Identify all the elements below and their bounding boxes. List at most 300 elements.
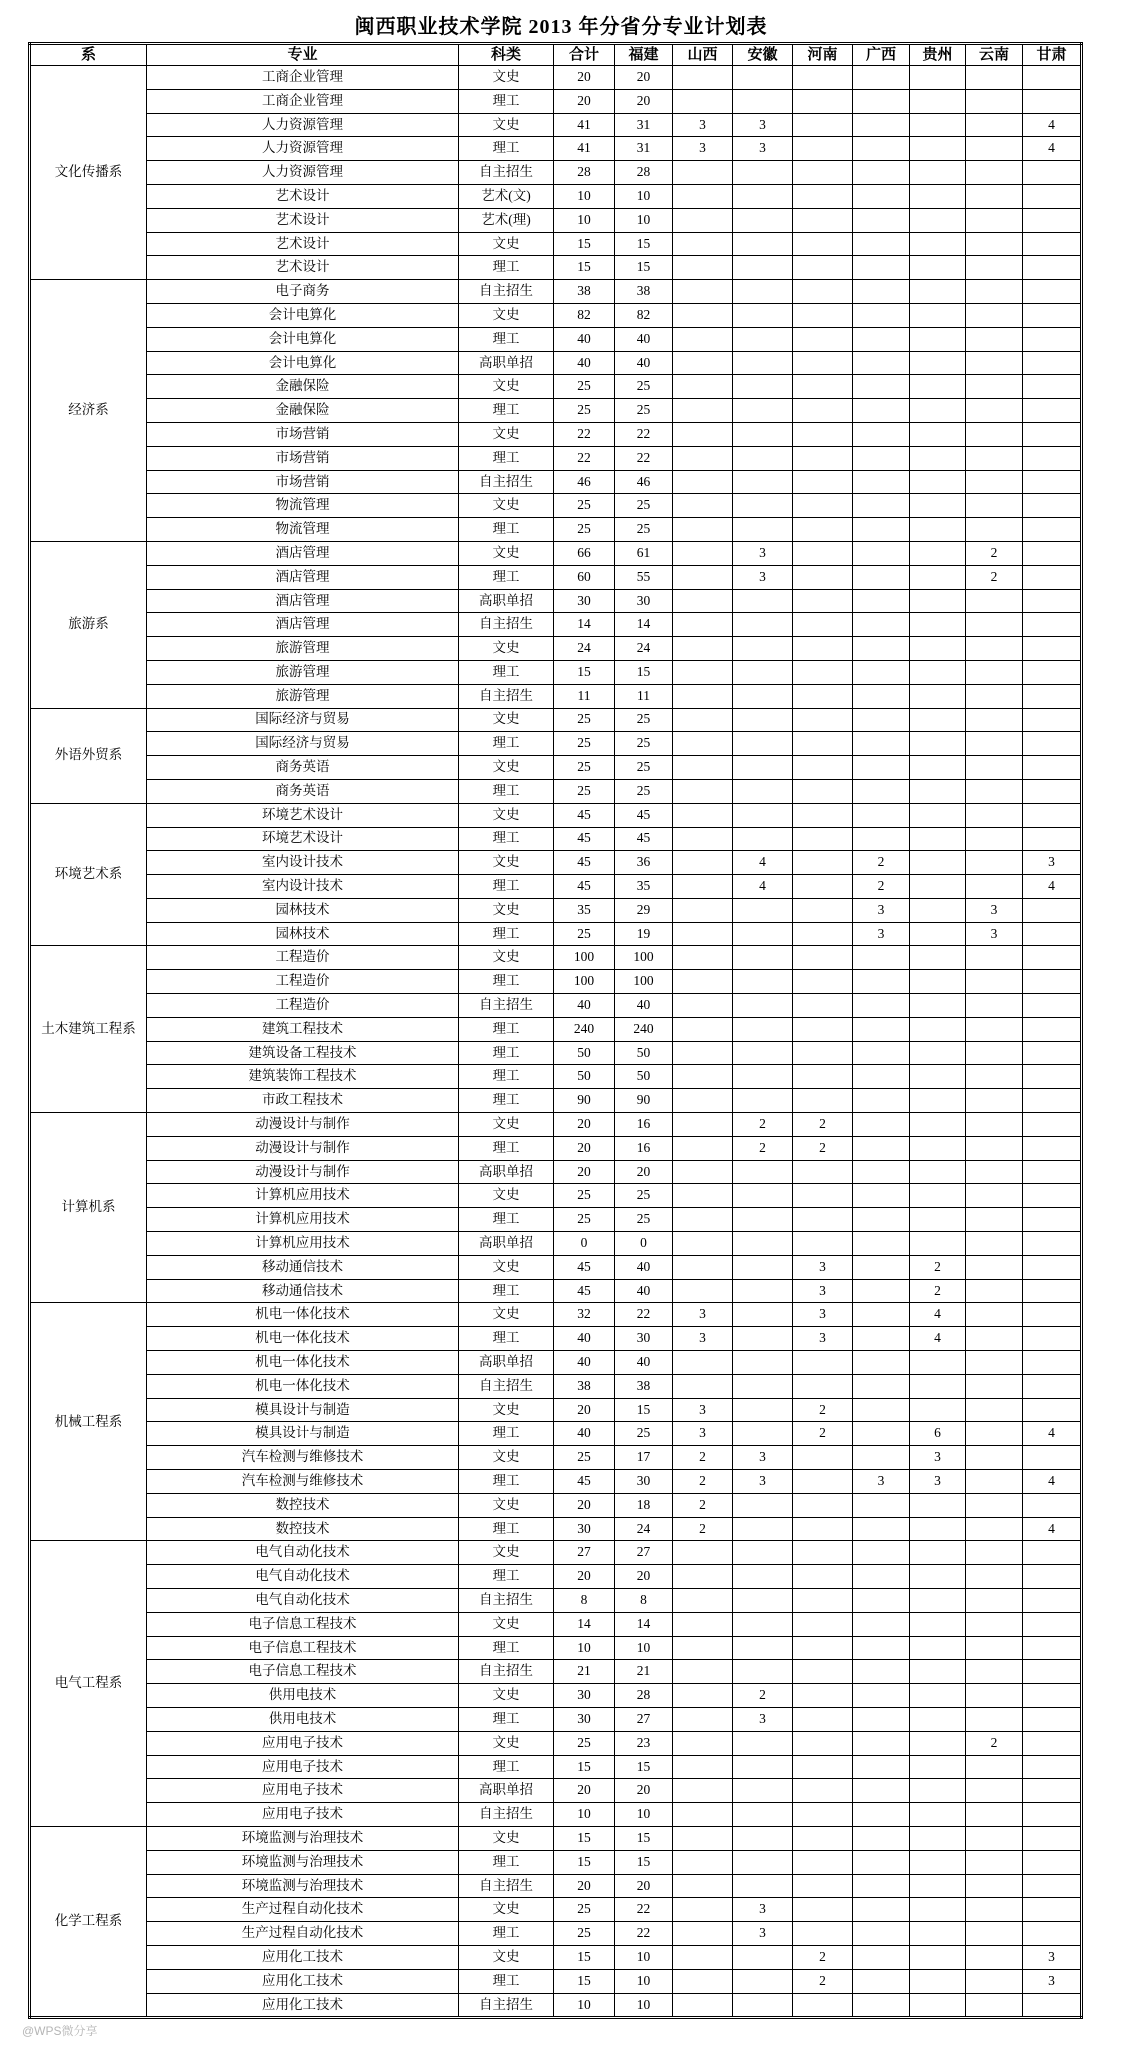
cell-total: 35 xyxy=(554,898,615,922)
table-row xyxy=(30,1327,1082,1351)
cell-guangxi xyxy=(853,946,910,970)
cell-gansu xyxy=(1023,946,1082,970)
cell-yunnan xyxy=(966,637,1023,661)
cell-henan xyxy=(793,970,853,994)
cell-fujian: 100 xyxy=(615,970,673,994)
cell-fujian: 25 xyxy=(615,708,673,732)
table-row xyxy=(30,232,1082,256)
cell-henan xyxy=(793,684,853,708)
cell-guizhou: 4 xyxy=(910,1327,966,1351)
cell-anhui xyxy=(733,1327,793,1351)
cell-major: 建筑工程技术 xyxy=(147,1017,459,1041)
cell-fujian: 25 xyxy=(615,1208,673,1232)
cell-henan xyxy=(793,1826,853,1850)
cell-shanxi xyxy=(673,1136,733,1160)
cell-yunnan: 2 xyxy=(966,565,1023,589)
cell-category: 理工 xyxy=(459,256,554,280)
cell-guangxi xyxy=(853,137,910,161)
cell-major: 会计电算化 xyxy=(147,303,459,327)
cell-shanxi xyxy=(673,161,733,185)
cell-category: 文史 xyxy=(459,232,554,256)
cell-gansu xyxy=(1023,208,1082,232)
column-header-henan: 河南 xyxy=(793,44,853,66)
cell-guangxi xyxy=(853,399,910,423)
cell-yunnan xyxy=(966,1065,1023,1089)
cell-category: 自主招生 xyxy=(459,1993,554,2018)
cell-total: 10 xyxy=(554,1993,615,2018)
cell-yunnan xyxy=(966,1850,1023,1874)
cell-total: 45 xyxy=(554,1470,615,1494)
cell-anhui xyxy=(733,494,793,518)
cell-anhui xyxy=(733,1850,793,1874)
table-row xyxy=(30,351,1082,375)
cell-gansu xyxy=(1023,327,1082,351)
cell-major: 市场营销 xyxy=(147,470,459,494)
cell-category: 自主招生 xyxy=(459,470,554,494)
cell-guizhou xyxy=(910,1113,966,1137)
cell-guangxi xyxy=(853,660,910,684)
cell-guizhou xyxy=(910,946,966,970)
cell-yunnan xyxy=(966,1327,1023,1351)
column-header-guizhou: 贵州 xyxy=(910,44,966,66)
cell-total: 100 xyxy=(554,970,615,994)
cell-shanxi xyxy=(673,875,733,899)
cell-category: 理工 xyxy=(459,1755,554,1779)
cell-anhui xyxy=(733,970,793,994)
cell-total: 45 xyxy=(554,827,615,851)
cell-henan: 2 xyxy=(793,1945,853,1969)
cell-shanxi xyxy=(673,1351,733,1375)
cell-anhui xyxy=(733,1255,793,1279)
cell-shanxi xyxy=(673,1684,733,1708)
cell-yunnan xyxy=(966,589,1023,613)
cell-yunnan xyxy=(966,1517,1023,1541)
cell-gansu xyxy=(1023,922,1082,946)
column-header-major: 专业 xyxy=(147,44,459,66)
cell-gansu xyxy=(1023,827,1082,851)
cell-shanxi xyxy=(673,1850,733,1874)
cell-major: 生产过程自动化技术 xyxy=(147,1898,459,1922)
cell-category: 理工 xyxy=(459,565,554,589)
cell-yunnan: 2 xyxy=(966,1731,1023,1755)
cell-gansu xyxy=(1023,1136,1082,1160)
cell-shanxi xyxy=(673,1017,733,1041)
cell-guizhou xyxy=(910,732,966,756)
cell-henan xyxy=(793,589,853,613)
table-row xyxy=(30,375,1082,399)
cell-fujian: 40 xyxy=(615,994,673,1018)
table-row xyxy=(30,399,1082,423)
cell-major: 计算机应用技术 xyxy=(147,1184,459,1208)
cell-guangxi xyxy=(853,1660,910,1684)
cell-fujian: 45 xyxy=(615,803,673,827)
cell-henan xyxy=(793,803,853,827)
cell-guizhou xyxy=(910,1803,966,1827)
cell-major: 机电一体化技术 xyxy=(147,1303,459,1327)
cell-category: 文史 xyxy=(459,708,554,732)
column-header-guangxi: 广西 xyxy=(853,44,910,66)
cell-department: 文化传播系 xyxy=(30,66,147,280)
table-row xyxy=(30,1232,1082,1256)
cell-category: 理工 xyxy=(459,1517,554,1541)
cell-yunnan xyxy=(966,1136,1023,1160)
cell-major: 工程造价 xyxy=(147,994,459,1018)
cell-guangxi xyxy=(853,1351,910,1375)
cell-gansu xyxy=(1023,161,1082,185)
cell-major: 商务英语 xyxy=(147,779,459,803)
cell-anhui xyxy=(733,280,793,304)
cell-major: 市政工程技术 xyxy=(147,1089,459,1113)
cell-guizhou xyxy=(910,1684,966,1708)
cell-guizhou xyxy=(910,637,966,661)
cell-major: 应用化工技术 xyxy=(147,1969,459,1993)
cell-category: 理工 xyxy=(459,1089,554,1113)
cell-gansu xyxy=(1023,232,1082,256)
cell-shanxi xyxy=(673,946,733,970)
cell-yunnan xyxy=(966,708,1023,732)
cell-guangxi xyxy=(853,1113,910,1137)
cell-henan xyxy=(793,327,853,351)
cell-yunnan xyxy=(966,803,1023,827)
cell-anhui xyxy=(733,89,793,113)
cell-gansu xyxy=(1023,970,1082,994)
cell-anhui xyxy=(733,1826,793,1850)
cell-category: 自主招生 xyxy=(459,161,554,185)
cell-total: 240 xyxy=(554,1017,615,1041)
cell-henan xyxy=(793,1184,853,1208)
cell-category: 高职单招 xyxy=(459,1160,554,1184)
cell-shanxi xyxy=(673,922,733,946)
cell-henan xyxy=(793,1922,853,1946)
cell-anhui xyxy=(733,922,793,946)
cell-total: 38 xyxy=(554,280,615,304)
cell-anhui xyxy=(733,613,793,637)
cell-yunnan xyxy=(966,660,1023,684)
cell-gansu xyxy=(1023,256,1082,280)
cell-category: 文史 xyxy=(459,1398,554,1422)
cell-guizhou xyxy=(910,1493,966,1517)
cell-anhui xyxy=(733,1636,793,1660)
cell-guangxi xyxy=(853,1374,910,1398)
cell-anhui: 3 xyxy=(733,1470,793,1494)
cell-category: 理工 xyxy=(459,327,554,351)
cell-guangxi xyxy=(853,113,910,137)
cell-yunnan xyxy=(966,232,1023,256)
table-row xyxy=(30,161,1082,185)
cell-anhui xyxy=(733,470,793,494)
cell-shanxi xyxy=(673,779,733,803)
cell-shanxi xyxy=(673,1826,733,1850)
cell-major: 应用化工技术 xyxy=(147,1945,459,1969)
cell-major: 会计电算化 xyxy=(147,327,459,351)
cell-anhui xyxy=(733,1041,793,1065)
cell-anhui: 3 xyxy=(733,565,793,589)
cell-yunnan xyxy=(966,1017,1023,1041)
cell-guizhou xyxy=(910,232,966,256)
cell-major: 电子信息工程技术 xyxy=(147,1636,459,1660)
cell-yunnan xyxy=(966,1660,1023,1684)
cell-total: 30 xyxy=(554,1707,615,1731)
cell-guangxi xyxy=(853,184,910,208)
cell-fujian: 61 xyxy=(615,541,673,565)
cell-guangxi xyxy=(853,1755,910,1779)
cell-yunnan xyxy=(966,256,1023,280)
cell-major: 汽车检测与维修技术 xyxy=(147,1446,459,1470)
cell-major: 人力资源管理 xyxy=(147,113,459,137)
cell-henan xyxy=(793,89,853,113)
cell-yunnan xyxy=(966,1279,1023,1303)
cell-shanxi xyxy=(673,1969,733,1993)
cell-gansu xyxy=(1023,66,1082,90)
cell-gansu xyxy=(1023,565,1082,589)
cell-total: 20 xyxy=(554,1874,615,1898)
table-row xyxy=(30,803,1082,827)
cell-total: 25 xyxy=(554,1922,615,1946)
cell-guangxi xyxy=(853,589,910,613)
cell-yunnan xyxy=(966,280,1023,304)
cell-henan xyxy=(793,1017,853,1041)
cell-guizhou xyxy=(910,375,966,399)
cell-henan xyxy=(793,898,853,922)
cell-yunnan xyxy=(966,1779,1023,1803)
cell-gansu xyxy=(1023,1160,1082,1184)
table-row xyxy=(30,779,1082,803)
cell-yunnan xyxy=(966,851,1023,875)
cell-category: 理工 xyxy=(459,922,554,946)
table-row xyxy=(30,1017,1082,1041)
cell-shanxi: 2 xyxy=(673,1493,733,1517)
cell-henan xyxy=(793,1446,853,1470)
cell-category: 文史 xyxy=(459,637,554,661)
table-row xyxy=(30,303,1082,327)
column-header-category: 科类 xyxy=(459,44,554,66)
cell-shanxi xyxy=(673,1993,733,2018)
cell-henan xyxy=(793,1874,853,1898)
cell-fujian: 24 xyxy=(615,637,673,661)
cell-guizhou: 3 xyxy=(910,1446,966,1470)
cell-henan: 2 xyxy=(793,1422,853,1446)
cell-guizhou xyxy=(910,1969,966,1993)
cell-total: 11 xyxy=(554,684,615,708)
cell-guangxi xyxy=(853,1731,910,1755)
table-row xyxy=(30,1850,1082,1874)
cell-category: 自主招生 xyxy=(459,280,554,304)
cell-category: 理工 xyxy=(459,779,554,803)
cell-department: 机械工程系 xyxy=(30,1303,147,1541)
cell-fujian: 11 xyxy=(615,684,673,708)
cell-guangxi xyxy=(853,613,910,637)
cell-fujian: 40 xyxy=(615,1351,673,1375)
cell-category: 理工 xyxy=(459,518,554,542)
cell-guangxi xyxy=(853,1565,910,1589)
cell-gansu xyxy=(1023,1684,1082,1708)
cell-henan xyxy=(793,494,853,518)
cell-total: 15 xyxy=(554,1969,615,1993)
cell-henan xyxy=(793,851,853,875)
cell-category: 高职单招 xyxy=(459,351,554,375)
cell-yunnan xyxy=(966,446,1023,470)
cell-category: 理工 xyxy=(459,1850,554,1874)
cell-henan xyxy=(793,946,853,970)
cell-henan xyxy=(793,1517,853,1541)
cell-anhui xyxy=(733,1017,793,1041)
cell-anhui xyxy=(733,660,793,684)
cell-category: 文史 xyxy=(459,946,554,970)
cell-henan xyxy=(793,1850,853,1874)
cell-gansu xyxy=(1023,1184,1082,1208)
table-row xyxy=(30,1517,1082,1541)
cell-henan xyxy=(793,1755,853,1779)
cell-guangxi xyxy=(853,1779,910,1803)
cell-shanxi xyxy=(673,613,733,637)
cell-gansu xyxy=(1023,1208,1082,1232)
cell-guizhou: 3 xyxy=(910,1470,966,1494)
cell-fujian: 27 xyxy=(615,1541,673,1565)
cell-guangxi xyxy=(853,732,910,756)
cell-fujian: 20 xyxy=(615,89,673,113)
table-header xyxy=(30,44,1082,66)
cell-fujian: 25 xyxy=(615,518,673,542)
cell-guangxi: 2 xyxy=(853,851,910,875)
cell-shanxi xyxy=(673,1874,733,1898)
cell-yunnan xyxy=(966,1113,1023,1137)
cell-gansu xyxy=(1023,280,1082,304)
cell-total: 8 xyxy=(554,1589,615,1613)
cell-guangxi xyxy=(853,1279,910,1303)
cell-department: 经济系 xyxy=(30,280,147,542)
cell-henan xyxy=(793,1351,853,1375)
cell-total: 10 xyxy=(554,184,615,208)
cell-guizhou xyxy=(910,970,966,994)
cell-total: 41 xyxy=(554,137,615,161)
cell-anhui xyxy=(733,422,793,446)
cell-fujian: 46 xyxy=(615,470,673,494)
cell-total: 41 xyxy=(554,113,615,137)
cell-anhui xyxy=(733,1351,793,1375)
cell-shanxi xyxy=(673,280,733,304)
cell-gansu xyxy=(1023,589,1082,613)
cell-anhui xyxy=(733,1208,793,1232)
cell-shanxi xyxy=(673,684,733,708)
cell-gansu xyxy=(1023,1327,1082,1351)
cell-guizhou xyxy=(910,1398,966,1422)
cell-major: 国际经济与贸易 xyxy=(147,708,459,732)
cell-guangxi xyxy=(853,1874,910,1898)
cell-anhui xyxy=(733,518,793,542)
cell-henan xyxy=(793,1232,853,1256)
cell-total: 40 xyxy=(554,327,615,351)
cell-fujian: 22 xyxy=(615,1922,673,1946)
cell-guizhou xyxy=(910,303,966,327)
cell-shanxi xyxy=(673,518,733,542)
cell-category: 理工 xyxy=(459,1017,554,1041)
cell-anhui xyxy=(733,756,793,780)
table-row xyxy=(30,708,1082,732)
table-row xyxy=(30,541,1082,565)
cell-fujian: 8 xyxy=(615,1589,673,1613)
cell-henan xyxy=(793,637,853,661)
cell-category: 理工 xyxy=(459,89,554,113)
cell-henan xyxy=(793,303,853,327)
cell-anhui xyxy=(733,589,793,613)
cell-shanxi: 3 xyxy=(673,1327,733,1351)
cell-yunnan xyxy=(966,1398,1023,1422)
cell-guangxi xyxy=(853,708,910,732)
cell-henan xyxy=(793,922,853,946)
cell-yunnan xyxy=(966,375,1023,399)
cell-total: 50 xyxy=(554,1065,615,1089)
cell-yunnan xyxy=(966,494,1023,518)
table-row xyxy=(30,1993,1082,2018)
cell-major: 移动通信技术 xyxy=(147,1279,459,1303)
cell-gansu xyxy=(1023,1589,1082,1613)
cell-shanxi xyxy=(673,375,733,399)
cell-yunnan xyxy=(966,1208,1023,1232)
cell-fujian: 40 xyxy=(615,1255,673,1279)
cell-guizhou xyxy=(910,1612,966,1636)
cell-henan xyxy=(793,422,853,446)
cell-major: 应用电子技术 xyxy=(147,1779,459,1803)
cell-henan xyxy=(793,565,853,589)
cell-gansu xyxy=(1023,1779,1082,1803)
cell-gansu xyxy=(1023,660,1082,684)
cell-gansu xyxy=(1023,1731,1082,1755)
cell-major: 金融保险 xyxy=(147,399,459,423)
cell-fujian: 38 xyxy=(615,280,673,304)
cell-guizhou xyxy=(910,922,966,946)
cell-yunnan xyxy=(966,732,1023,756)
cell-total: 25 xyxy=(554,494,615,518)
cell-shanxi xyxy=(673,1731,733,1755)
cell-henan xyxy=(793,518,853,542)
cell-category: 文史 xyxy=(459,851,554,875)
table-row xyxy=(30,1707,1082,1731)
cell-anhui: 3 xyxy=(733,137,793,161)
page-title: 闽西职业技术学院 2013 年分省分专业计划表 xyxy=(354,16,768,38)
cell-gansu xyxy=(1023,1303,1082,1327)
table-row xyxy=(30,1089,1082,1113)
cell-anhui: 2 xyxy=(733,1113,793,1137)
cell-guangxi xyxy=(853,375,910,399)
cell-category: 文史 xyxy=(459,1945,554,1969)
table-row xyxy=(30,280,1082,304)
cell-anhui xyxy=(733,1945,793,1969)
cell-guizhou xyxy=(910,1850,966,1874)
cell-guangxi xyxy=(853,1993,910,2018)
cell-major: 环境监测与治理技术 xyxy=(147,1826,459,1850)
cell-fujian: 10 xyxy=(615,184,673,208)
table-row xyxy=(30,970,1082,994)
cell-anhui xyxy=(733,1803,793,1827)
cell-fujian: 25 xyxy=(615,779,673,803)
cell-henan xyxy=(793,1589,853,1613)
cell-yunnan xyxy=(966,1374,1023,1398)
cell-guizhou xyxy=(910,518,966,542)
cell-category: 文史 xyxy=(459,1113,554,1137)
cell-major: 室内设计技术 xyxy=(147,875,459,899)
cell-henan xyxy=(793,208,853,232)
cell-fujian: 82 xyxy=(615,303,673,327)
cell-guangxi: 3 xyxy=(853,1470,910,1494)
cell-henan xyxy=(793,446,853,470)
cell-shanxi xyxy=(673,898,733,922)
cell-category: 理工 xyxy=(459,1208,554,1232)
cell-fujian: 27 xyxy=(615,1707,673,1731)
cell-shanxi xyxy=(673,851,733,875)
cell-total: 25 xyxy=(554,1184,615,1208)
table-row xyxy=(30,1898,1082,1922)
cell-yunnan xyxy=(966,66,1023,90)
